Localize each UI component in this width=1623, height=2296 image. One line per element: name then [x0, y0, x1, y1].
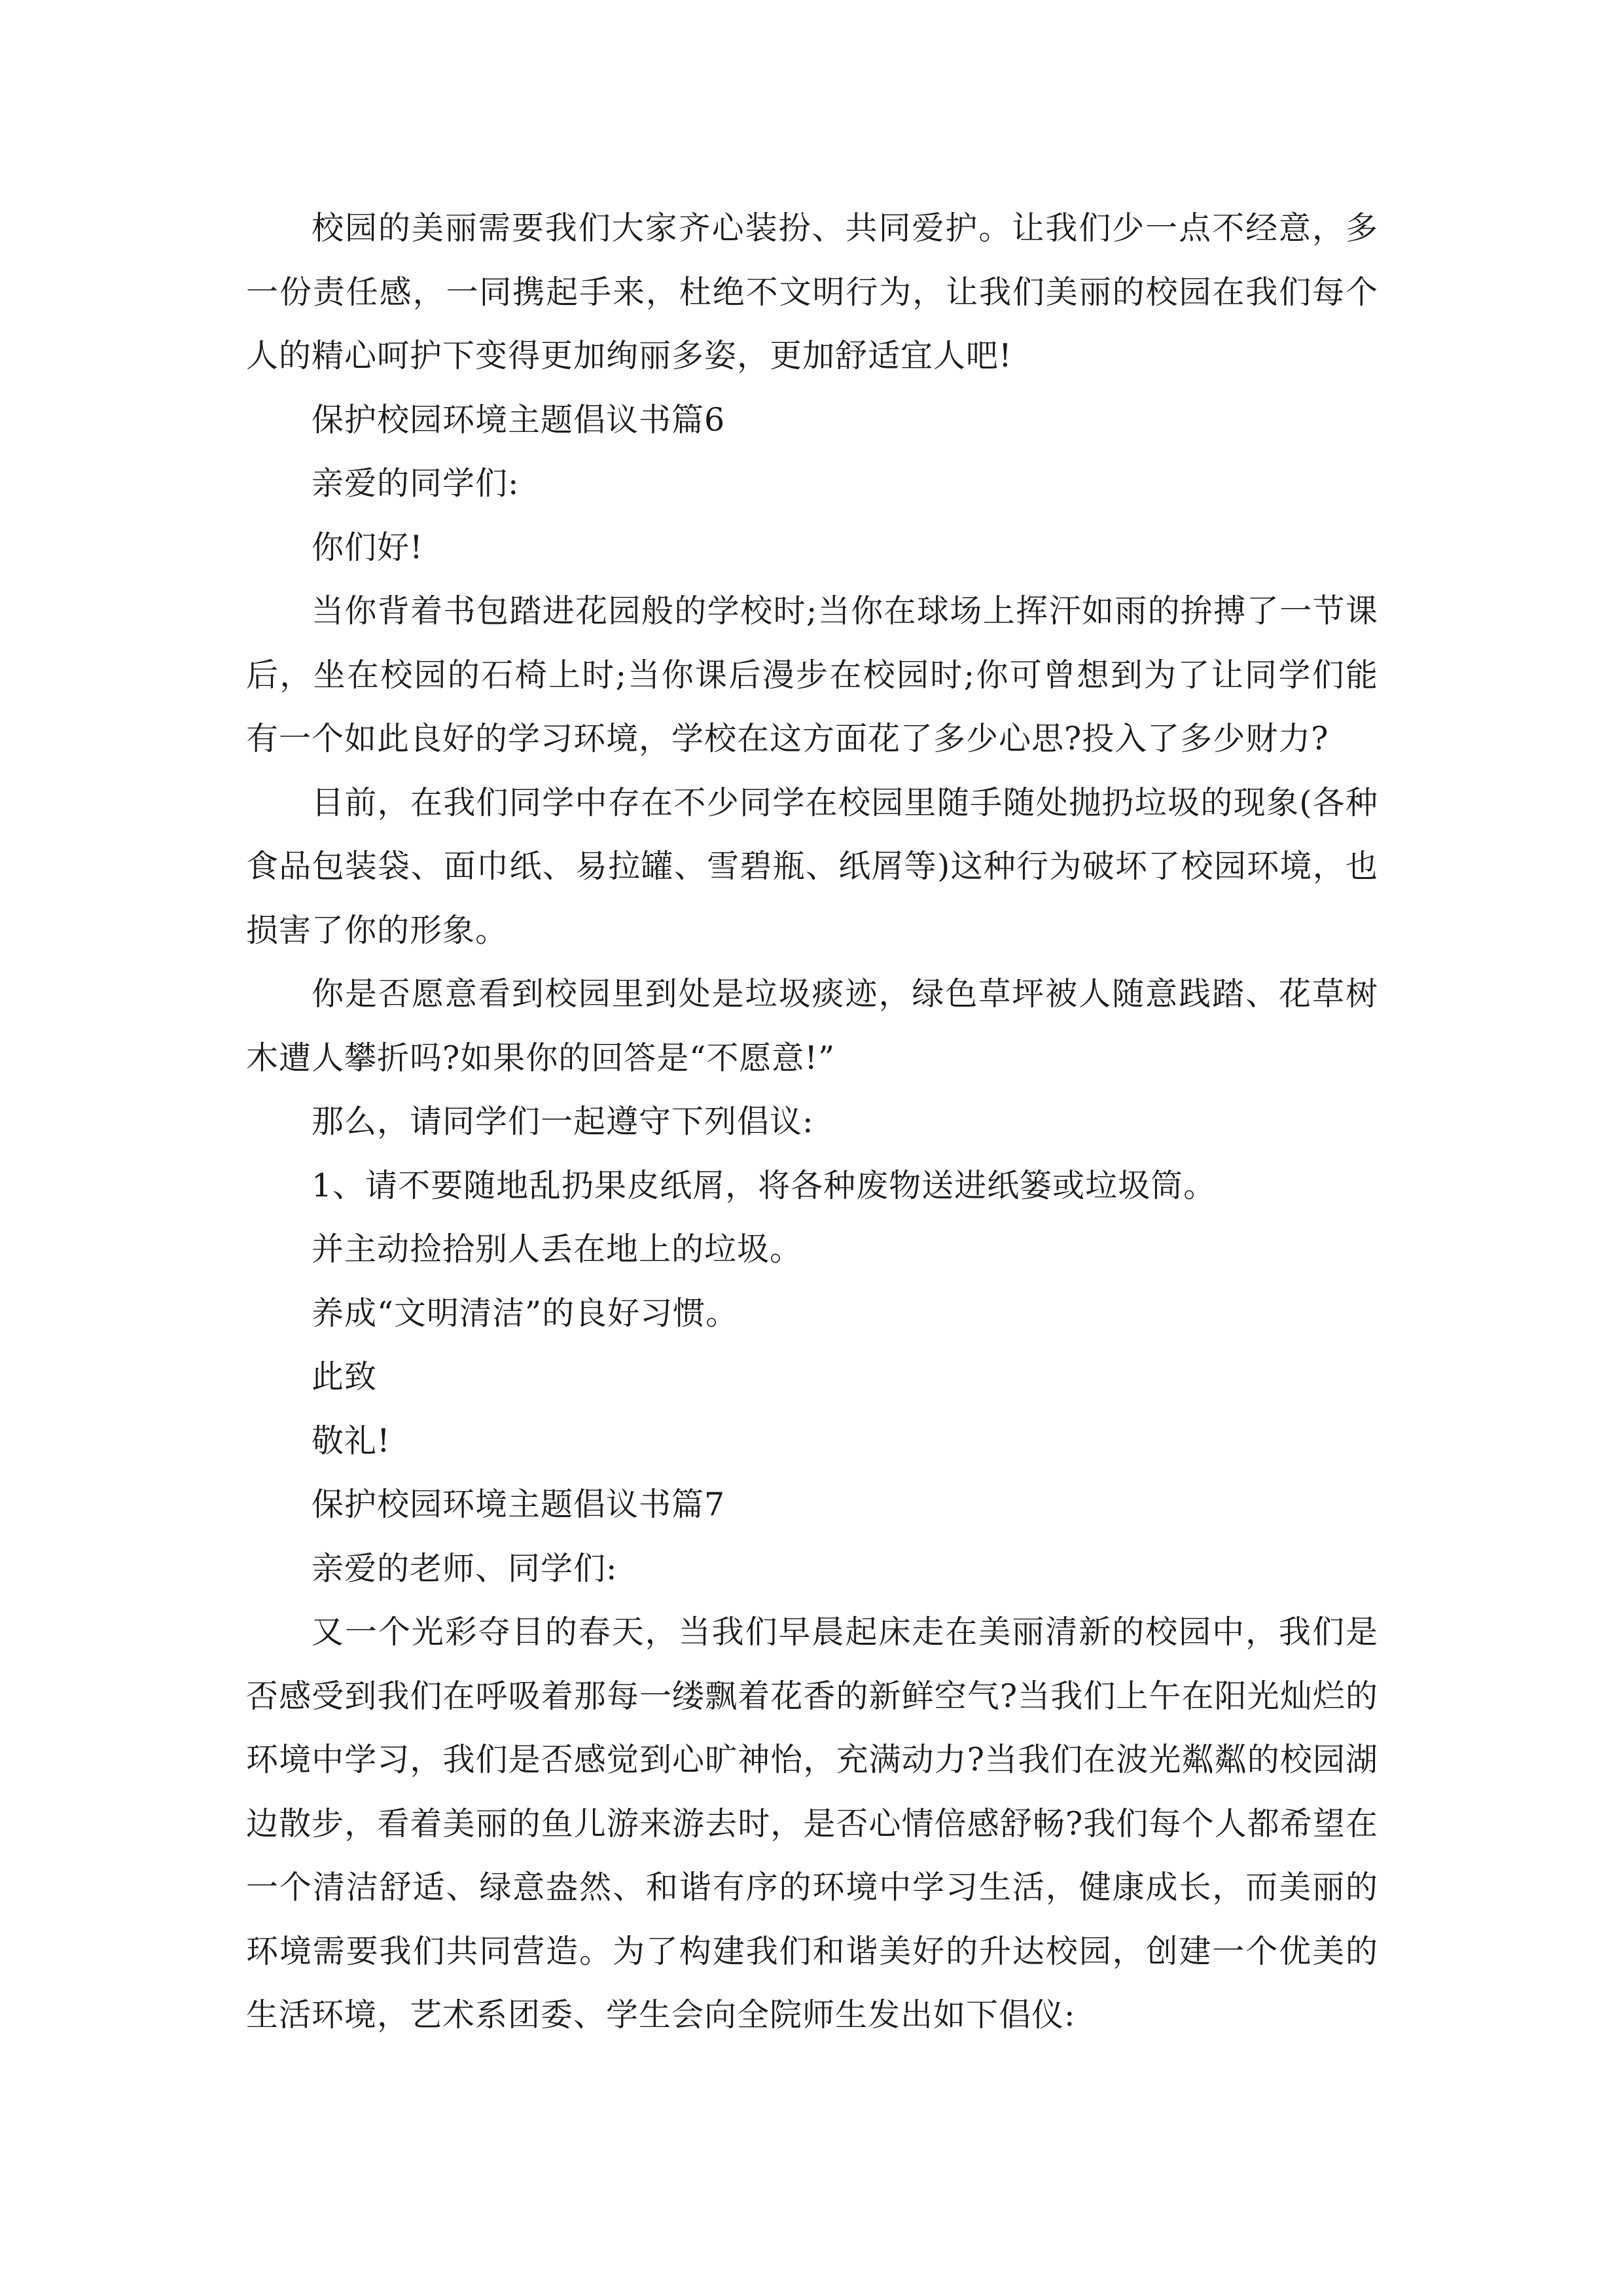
paragraph-littering-problem: 目前，在我们同学中存在不少同学在校园里随手随处抛扔垃圾的现象(各种食品包装袋、面巾纸、易拉罐、雪碧瓶、纸屑等)这种行为破坏了校园环境，也损害了你的形象。 — [246, 783, 1378, 949]
paragraph-proposal-intro: 那么，请同学们一起遵守下列倡议: — [312, 1103, 814, 1140]
proposal-line-habit: 养成“文明清洁”的良好习惯。 — [312, 1294, 739, 1332]
section-title-6: 保护校园环境主题倡议书篇6 — [312, 401, 726, 439]
paragraph-spring-campus: 又一个光彩夺目的春天，当我们早晨起床走在美丽清新的校园中，我们是否感受到我们在呼吸着那每一缕飘着花香的新鲜空气?当我们上午在阳光灿烂的环境中学习，我们是否感觉到心旷神怡，充满动力?当我们在波光粼粼的校园湖边散步，看着美丽的鱼儿游来游去时，是否心情倍感舒畅?我们每个人都希望在一个清洁舒适、绿意盎然、和谐有序的环境中学习生活，健康成长，而美丽的环境需要我们共同营造。为了构建我们和谐美好的升达校园，创建一个优美的生活环境，艺术系团委、学生会向全院师生发出如下倡仪: — [246, 1613, 1378, 2034]
section-title-7: 保护校园环境主题倡议书篇7 — [312, 1486, 726, 1523]
salutation-teachers-students: 亲爱的老师、同学们: — [312, 1549, 618, 1587]
paragraph-closing-appeal: 校园的美丽需要我们大家齐心装扮、共同爱护。让我们少一点不经意，多一份责任感，一同携起手来，杜绝不文明行为，让我们美丽的校园在我们每个人的精心呵护下变得更加绚丽多姿，更加舒适宜人吧! — [246, 209, 1378, 374]
salutation-students: 亲爱的同学们: — [312, 465, 520, 502]
greeting: 你们好! — [312, 528, 423, 566]
paragraph-question: 你是否愿意看到校园里到处是垃圾痰迹，绿色草坪被人随意践踏、花草树木遭人攀折吗?如果你的回答是“不愿意!” — [246, 975, 1378, 1077]
proposal-item-1: 1、请不要随地乱扔果皮纸屑，将各种废物送进纸篓或垃圾筒。 — [312, 1166, 1217, 1204]
closing-cizhi: 此致 — [312, 1358, 378, 1395]
document-body — [246, 196, 1378, 2047]
paragraph-school-environment: 当你背着书包踏进花园般的学校时;当你在球场上挥汗如雨的拚搏了一节课后，坐在校园的石椅上时;当你课后漫步在校园时;你可曾想到为了让同学们能有一个如此良好的学习环境，学校在这方面花了多少心思?投入了多少财力? — [246, 592, 1378, 757]
proposal-line-pick-up: 并主动捡拾别人丢在地上的垃圾。 — [312, 1230, 803, 1268]
closing-jingli: 敬礼! — [312, 1422, 391, 1460]
